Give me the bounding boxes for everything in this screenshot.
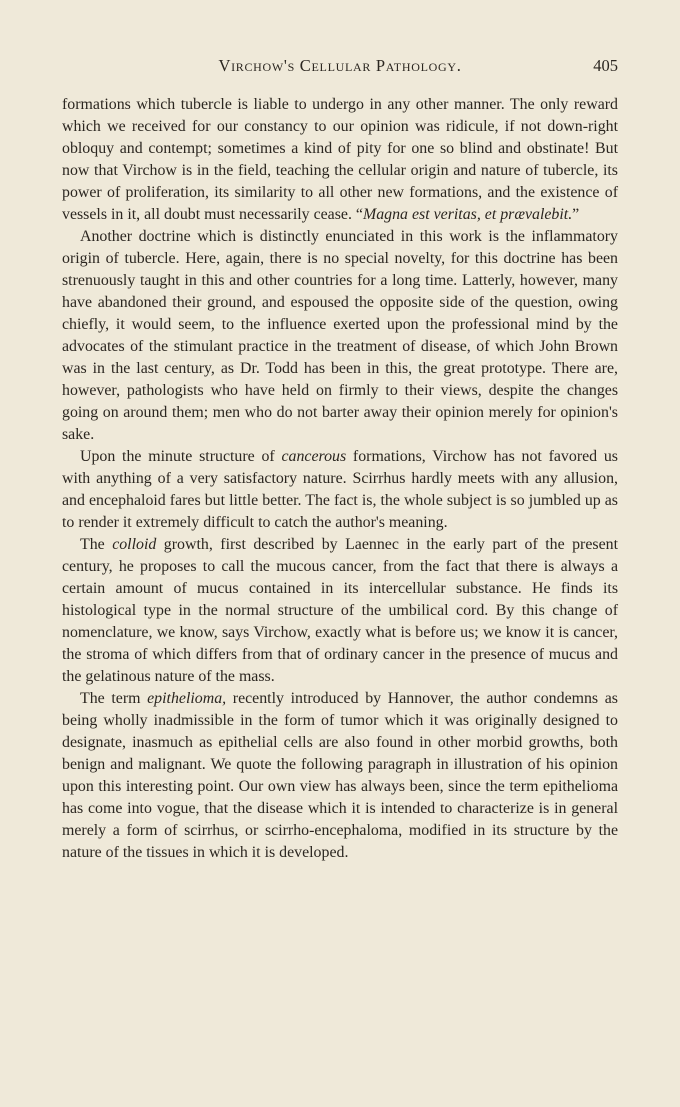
text-segment: formations, Virchow has not favored us with anything of a very satisfactory nature. Scirrhus hardly meets with any allusion, and encephaloid fares but little better. The fact is, the whole subject is so jumbled up as to render it extremely difficult to catch the author's meaning. (62, 448, 618, 531)
text-segment: The term (80, 690, 148, 707)
text-segment: formations which tubercle is liable to undergo in any other manner. The only reward which we received for our constancy to our opinion was ridicule, if not down-right obloquy and contempt; sometimes a kind of pity for one so blind and obstinate! But now that Virchow is in the field, teaching the cellular origin and nature of tubercle, its power of proliferation, its similarity to all other new formations, and the existence of vessels in it, all doubt must necessarily cease. “ (62, 96, 618, 223)
italic-term: epithelioma, (147, 690, 227, 707)
page-number: 405 (593, 56, 618, 75)
text-segment: ” (572, 206, 580, 223)
running-title: Virchow's Cellular Pathology. (218, 56, 462, 75)
italic-term: cancerous (281, 448, 347, 465)
text-segment: Upon the minute structure of (80, 448, 282, 465)
text-segment: growth, first described by Laennec in the early part of the present century, he proposes to call the mucous cancer, from the fact that there is always a certain amount of mucus contained in its intercellular substance. He finds its histological type in the normal structure of the umbilical cord. By this change of nomenclature, we know, says Virchow, exactly what is before us; we know it is cancer, the stroma of which differs from that of ordinary cancer in the presence of mucus and the gelatinous nature of the mass. (62, 536, 618, 685)
paragraph-inflammatory-origin (62, 226, 618, 446)
text-segment: recently introduced by Hannover, the author condemns as being wholly inadmissible in the form of tumor which it was originally designed to designate, inasmuch as epithelial cells are also found in other morbid growths, both benign and malignant. We quote the following paragraph in illustration of his opinion upon this interesting point. Our own view has always been, since the term epithelioma has come into vogue, that the disease which it is intended to characterize is in general merely a form of scirrhus, or scirrho-encephaloma, modified in its structure by the nature of the tissues in which it is developed. (62, 690, 618, 861)
paragraph-colloid-growth (62, 534, 618, 688)
latin-quote: Magna est veritas, et prævalebit. (362, 206, 573, 223)
text-segment: Another doctrine which is distinctly enunciated in this work is the inflammatory origin of tubercle. Here, again, there is no special novelty, for this doctrine has been strenuously taught in this and other countries for a long time. Latterly, however, many have abandoned their ground, and espoused the opposite side of the question, owing chiefly, it would seem, to the influence exerted upon the professional mind by the advocates of the stimulant practice in the treatment of disease, of which John Brown was in the last century, as Dr. Todd has been in this, the great prototype. There are, however, pathologists who have held on firmly to their views, despite the changes going on around them; men who do not barter away their opinion merely for opinion's sake. (62, 228, 618, 443)
text-segment: The (80, 536, 113, 553)
italic-term: colloid (112, 536, 157, 553)
paragraph-tubercle-continued (62, 94, 618, 226)
paragraph-cancerous-formations (62, 446, 618, 534)
body-text (62, 94, 618, 864)
page-header (62, 56, 618, 82)
paragraph-epithelioma (62, 688, 618, 864)
